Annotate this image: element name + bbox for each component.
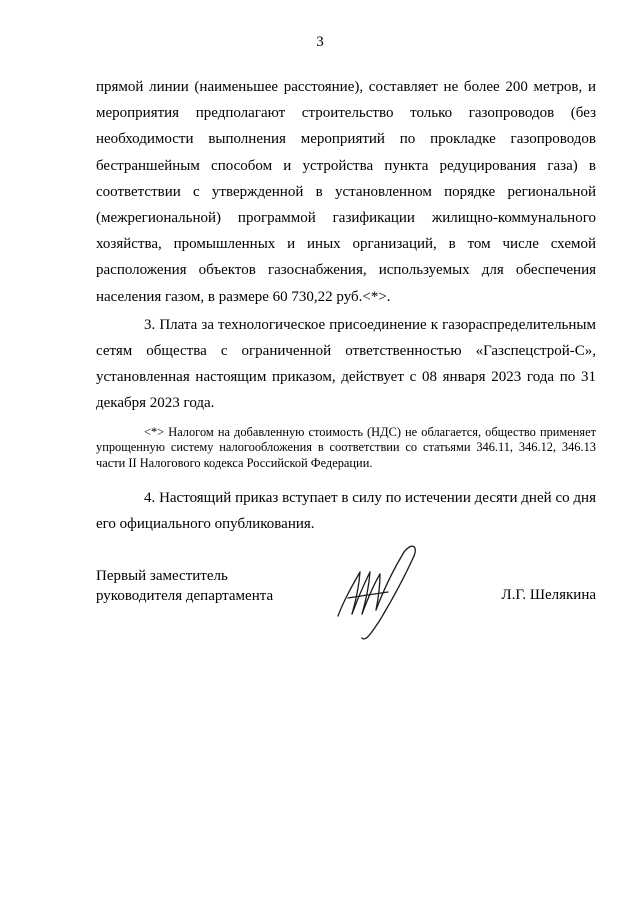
signatory-title-line-1: Первый заместитель — [96, 568, 228, 584]
handwritten-signature-icon — [330, 538, 430, 648]
footnote: <*> Налогом на добавленную стоимость (НДС) не облагается, общество применяет упрощенную систему налогообложения в соответствии со статьями 346.11, 346.12, 346.13 части II Налогового кодекса Российской Федерации. — [96, 424, 596, 470]
page-number: 3 — [316, 34, 324, 50]
document-body — [96, 74, 596, 538]
paragraph-4: 4. Настоящий приказ вступает в силу по истечении десяти дней со дня его официального опубликования. — [96, 490, 596, 533]
signatory-title-line-2: руководителя департамента — [96, 588, 274, 604]
signatory-name: Л.Г. Шелякина — [501, 587, 596, 603]
paragraph-3: 3. Плата за технологическое присоединение к газораспределительным сетям общества с ограниченной ответственностью «Газспецстрой-С», установленная настоящим приказом, действует с 08 января 2023 года по 31 декабря 2023 года. — [96, 316, 596, 412]
paragraph-continuation: прямой линии (наименьшее расстояние), составляет не более 200 метров, и мероприятия предполагают строительство только газопроводов (без необходимости выполнения мероприятий по прокладке газопроводов бестраншейным способом и устройства пункта редуцирования газа) в соответствии с утвержденной в установленном порядке региональной (межрегиональной) программой газификации жилищно-коммунального хозяйства, промышленных и иных организаций, в том числе схемой расположения объектов газоснабжения, используемых для обеспечения населения газом, в размере 60 730,22 руб.<*>. — [96, 79, 596, 305]
signatory-title — [96, 566, 273, 606]
